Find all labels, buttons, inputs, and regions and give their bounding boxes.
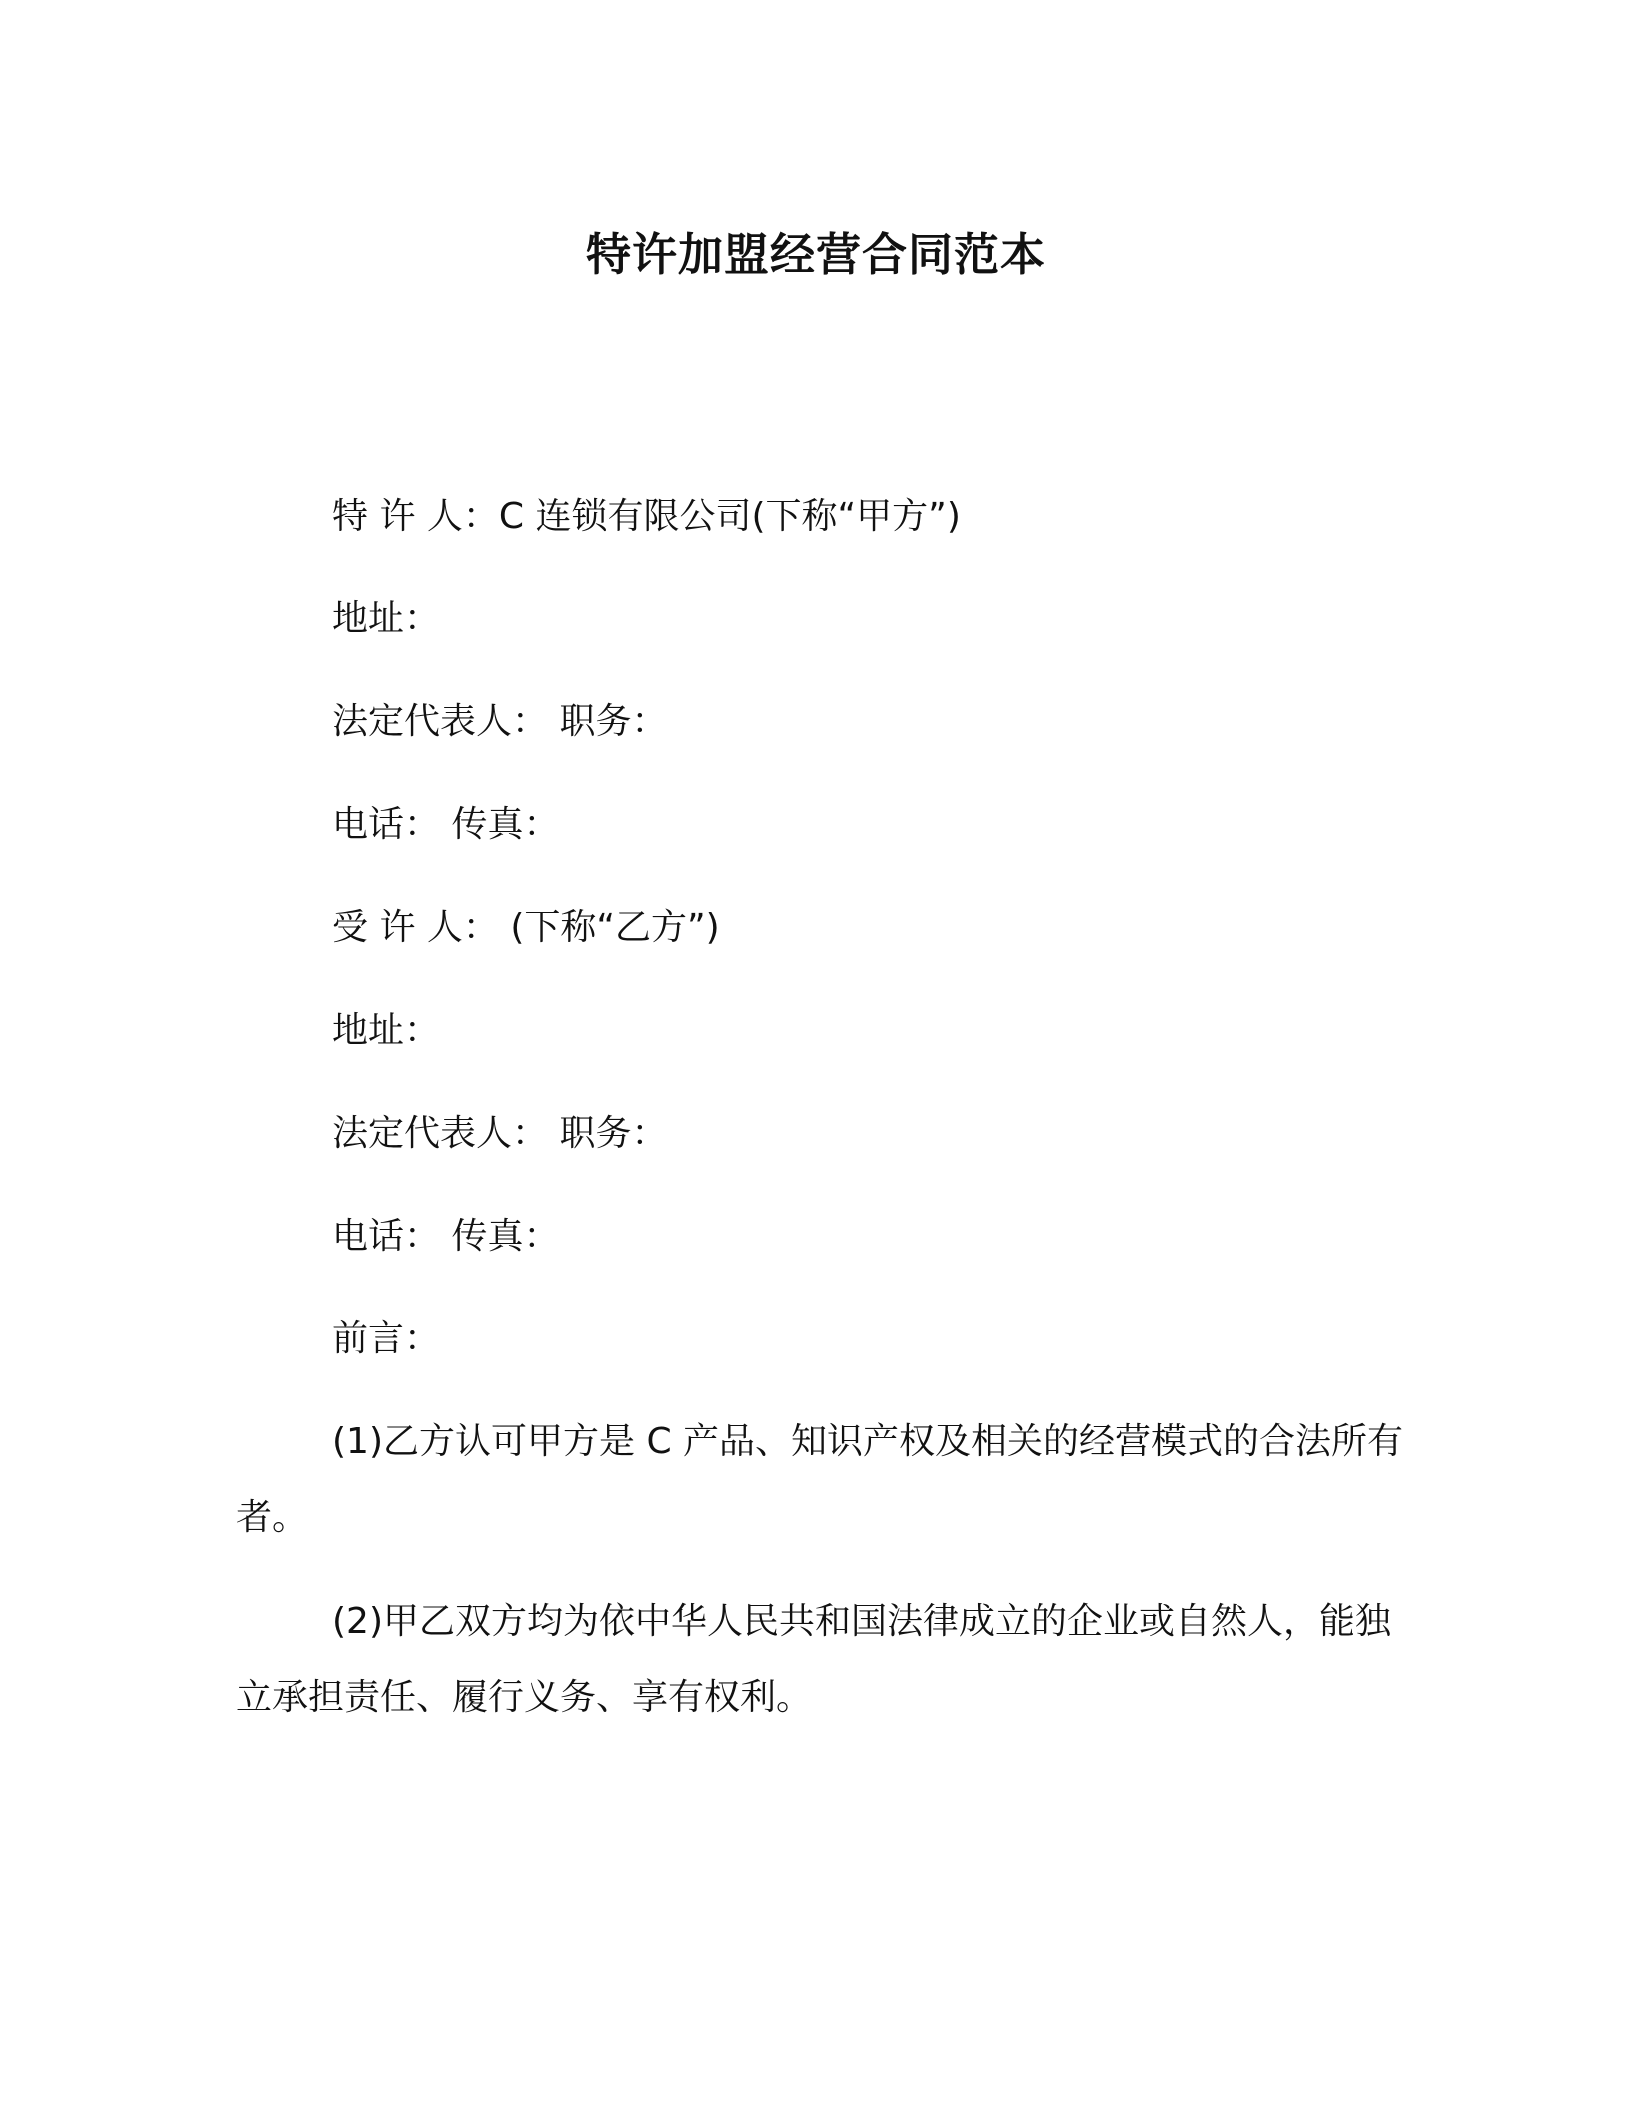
party-a-address: 地址： [332,598,441,639]
document-title: 特许加盟经营合同范本 [585,228,1046,281]
party-a-legal-rep: 法定代表人： 职务： [332,701,668,742]
licensee-line: 受 许 人： (下称“乙方”) [332,907,720,948]
clause-2: (2)甲乙双方均为依中华人民共和国法律成立的企业或自然人，能独立承担责任、履行义务、享有权利。 [236,1601,1391,1718]
licensor-line: 特 许 人：C 连锁有限公司(下称“甲方”) [332,496,961,537]
party-a-phone: 电话： 传真： [332,804,560,845]
party-b-phone: 电话： 传真： [332,1216,560,1257]
preface-label: 前言： [332,1318,441,1359]
party-b-legal-rep: 法定代表人： 职务： [332,1113,668,1154]
clause-1: (1)乙方认可甲方是 C 产品、知识产权及相关的经营模式的合法所有者。 [236,1421,1404,1538]
party-b-address: 地址： [332,1010,441,1051]
